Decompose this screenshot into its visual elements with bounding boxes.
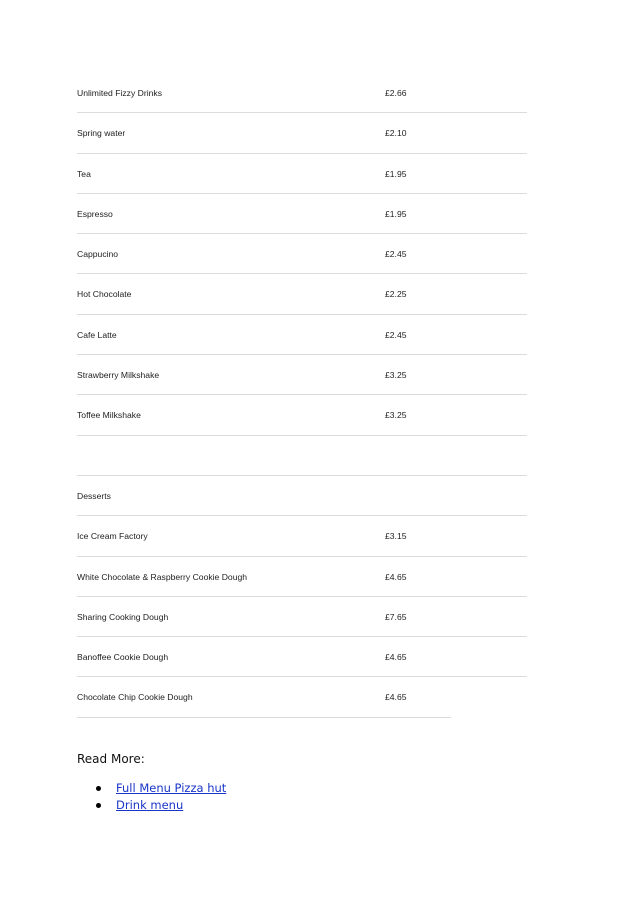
item-name: Spring water (77, 128, 126, 139)
item-price: £3.15 (385, 531, 407, 542)
item-price: £4.65 (385, 692, 407, 703)
item-name: Tea (77, 168, 91, 179)
item-name: Cafe Latte (77, 329, 117, 340)
item-name: Chocolate Chip Cookie Dough (77, 692, 193, 703)
table-row (77, 677, 451, 717)
item-price: £2.10 (385, 128, 407, 139)
table-row (77, 516, 527, 556)
item-price: £2.25 (385, 289, 407, 300)
item-price: £1.95 (385, 208, 407, 219)
item-price: £4.65 (385, 652, 407, 663)
table-row (77, 597, 527, 637)
item-name: Toffee Milkshake (77, 410, 141, 421)
item-price: £3.25 (385, 370, 407, 381)
menu-table (77, 73, 527, 718)
item-name: Strawberry Milkshake (77, 370, 160, 381)
item-price: £7.65 (385, 611, 407, 622)
table-row (77, 355, 527, 395)
section-heading-desserts: Desserts (77, 490, 111, 501)
item-name: Unlimited Fizzy Drinks (77, 88, 162, 98)
item-name: White Chocolate & Raspberry Cookie Dough (77, 571, 248, 582)
table-row (77, 274, 527, 314)
item-price: £2.45 (385, 249, 407, 260)
drink-menu-link[interactable]: Drink menu (116, 798, 184, 812)
full-menu-link[interactable]: Full Menu Pizza hut (116, 781, 227, 795)
item-name: Banoffee Cookie Dough (77, 652, 169, 663)
item-name: Espresso (77, 208, 113, 219)
item-price: £2.45 (385, 329, 407, 340)
empty-row (77, 436, 527, 476)
table-row (77, 637, 527, 677)
item-price: £4.65 (385, 571, 407, 582)
item-name: Hot Chocolate (77, 289, 132, 300)
item-name: Cappucino (77, 249, 119, 260)
table-row (77, 234, 527, 274)
table-row (77, 154, 527, 194)
read-more-heading: Read More: (77, 752, 145, 766)
bullet-icon (96, 803, 101, 808)
table-row (77, 194, 527, 234)
item-price: £2.66 (385, 88, 407, 98)
table-row (77, 557, 527, 597)
table-row (77, 315, 527, 355)
table-row (77, 73, 527, 113)
item-name: Sharing Cooking Dough (77, 611, 169, 622)
item-price: £3.25 (385, 410, 407, 421)
bullet-icon (96, 786, 101, 791)
table-row (77, 113, 527, 153)
item-name: Ice Cream Factory (77, 531, 148, 542)
table-row (77, 395, 527, 435)
item-price: £1.95 (385, 168, 407, 179)
table-row (77, 476, 527, 516)
